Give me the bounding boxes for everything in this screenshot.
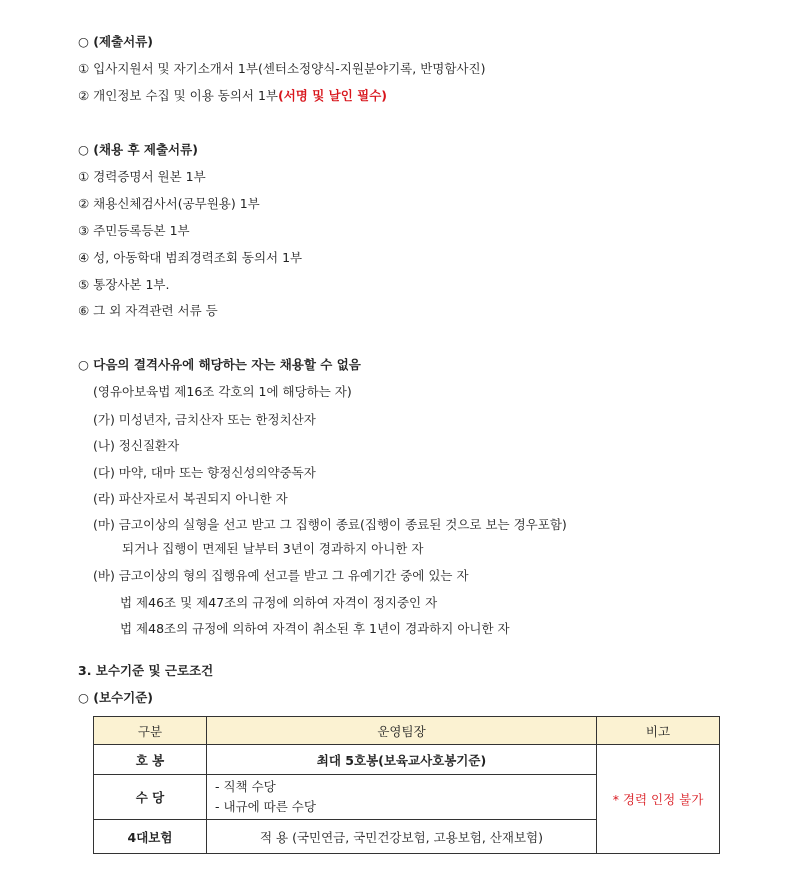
submit-docs-item-1: ① 입사지원서 및 자기소개서 1부(센터소정양식-지원분야기록, 반명함사진) [78, 61, 486, 76]
section-3-heading: 3. 보수기준 및 근로조건 [78, 663, 214, 678]
table-row [94, 745, 720, 775]
row-label-allowance: 수 당 [94, 775, 207, 820]
table-header-row [94, 717, 720, 745]
allowance-item: - 직책 수당 [215, 779, 276, 794]
pay-standard-table [93, 716, 720, 854]
disqualification-line: (가) 미성년자, 금치산자 또는 한정치산자 [93, 412, 316, 427]
table-header-position: 운영팀장 [207, 717, 597, 745]
submit-docs-item-2 [78, 87, 387, 105]
disqualification-line: 법 제46조 및 제47조의 규정에 의하여 자격이 정지중인 자 [120, 595, 438, 610]
post-docs-item-2: ② 채용신체검사서(공무원용) 1부 [78, 196, 260, 211]
post-docs-item-1: ① 경력증명서 원본 1부 [78, 169, 206, 184]
disqualification-line: (나) 정신질환자 [93, 438, 180, 453]
post-docs-item-3: ③ 주민등록등본 1부 [78, 223, 190, 238]
row-label-insurance: 4대보험 [94, 820, 207, 854]
row-value-grade: 최대 5호봉(보육교사호봉기준) [207, 745, 597, 775]
allowance-item: - 내규에 따른 수당 [215, 799, 316, 814]
row-value-insurance: 적 용 (국민연금, 국민건강보험, 고용보험, 산재보험) [207, 820, 597, 854]
disqualification-line: (다) 마약, 대마 또는 향정신성의약중독자 [93, 465, 316, 480]
submit-docs-title: ○ (제출서류) [78, 34, 153, 49]
disqualification-line: (바) 금고이상의 형의 집행유예 선고를 받고 그 유예기간 중에 있는 자 [93, 568, 469, 583]
table-header-remarks: 비고 [597, 717, 720, 745]
post-docs-item-4: ④ 성, 아동학대 범죄경력조회 동의서 1부 [78, 250, 303, 265]
disqualification-line: 되거나 집행이 면제된 날부터 3년이 경과하지 아니한 자 [122, 541, 424, 556]
post-docs-item-5: ⑤ 통장사본 1부. [78, 277, 170, 292]
post-docs-item-6: ⑥ 그 외 자격관련 서류 등 [78, 303, 218, 318]
submit-docs-item-2-text: ② 개인정보 수집 및 이용 동의서 1부 [78, 88, 278, 103]
row-value-allowance [207, 775, 597, 820]
disqualification-line: (영유아보육법 제16조 각호의 1에 해당하는 자) [93, 384, 352, 399]
table-header-category: 구분 [94, 717, 207, 745]
disqualification-line: (라) 파산자로서 복권되지 아니한 자 [93, 491, 288, 506]
disqualification-line: 법 제48조의 규정에 의하여 자격이 취소된 후 1년이 경과하지 아니한 자 [120, 621, 510, 636]
disqualification-line: (마) 금고이상의 실형을 선고 받고 그 집행이 종료(집행이 종료된 것으로 보는 경우포함) [93, 517, 567, 532]
disqualification-title: ○ 다음의 결격사유에 해당하는 자는 채용할 수 없음 [78, 357, 361, 372]
row-label-grade: 호 봉 [94, 745, 207, 775]
post-docs-title: ○ (채용 후 제출서류) [78, 142, 198, 157]
signature-required-emphasis: (서명 및 날인 필수) [277, 88, 387, 103]
remarks-note: * 경력 인정 불가 [597, 745, 720, 854]
pay-standard-title: ○ (보수기준) [78, 690, 153, 705]
